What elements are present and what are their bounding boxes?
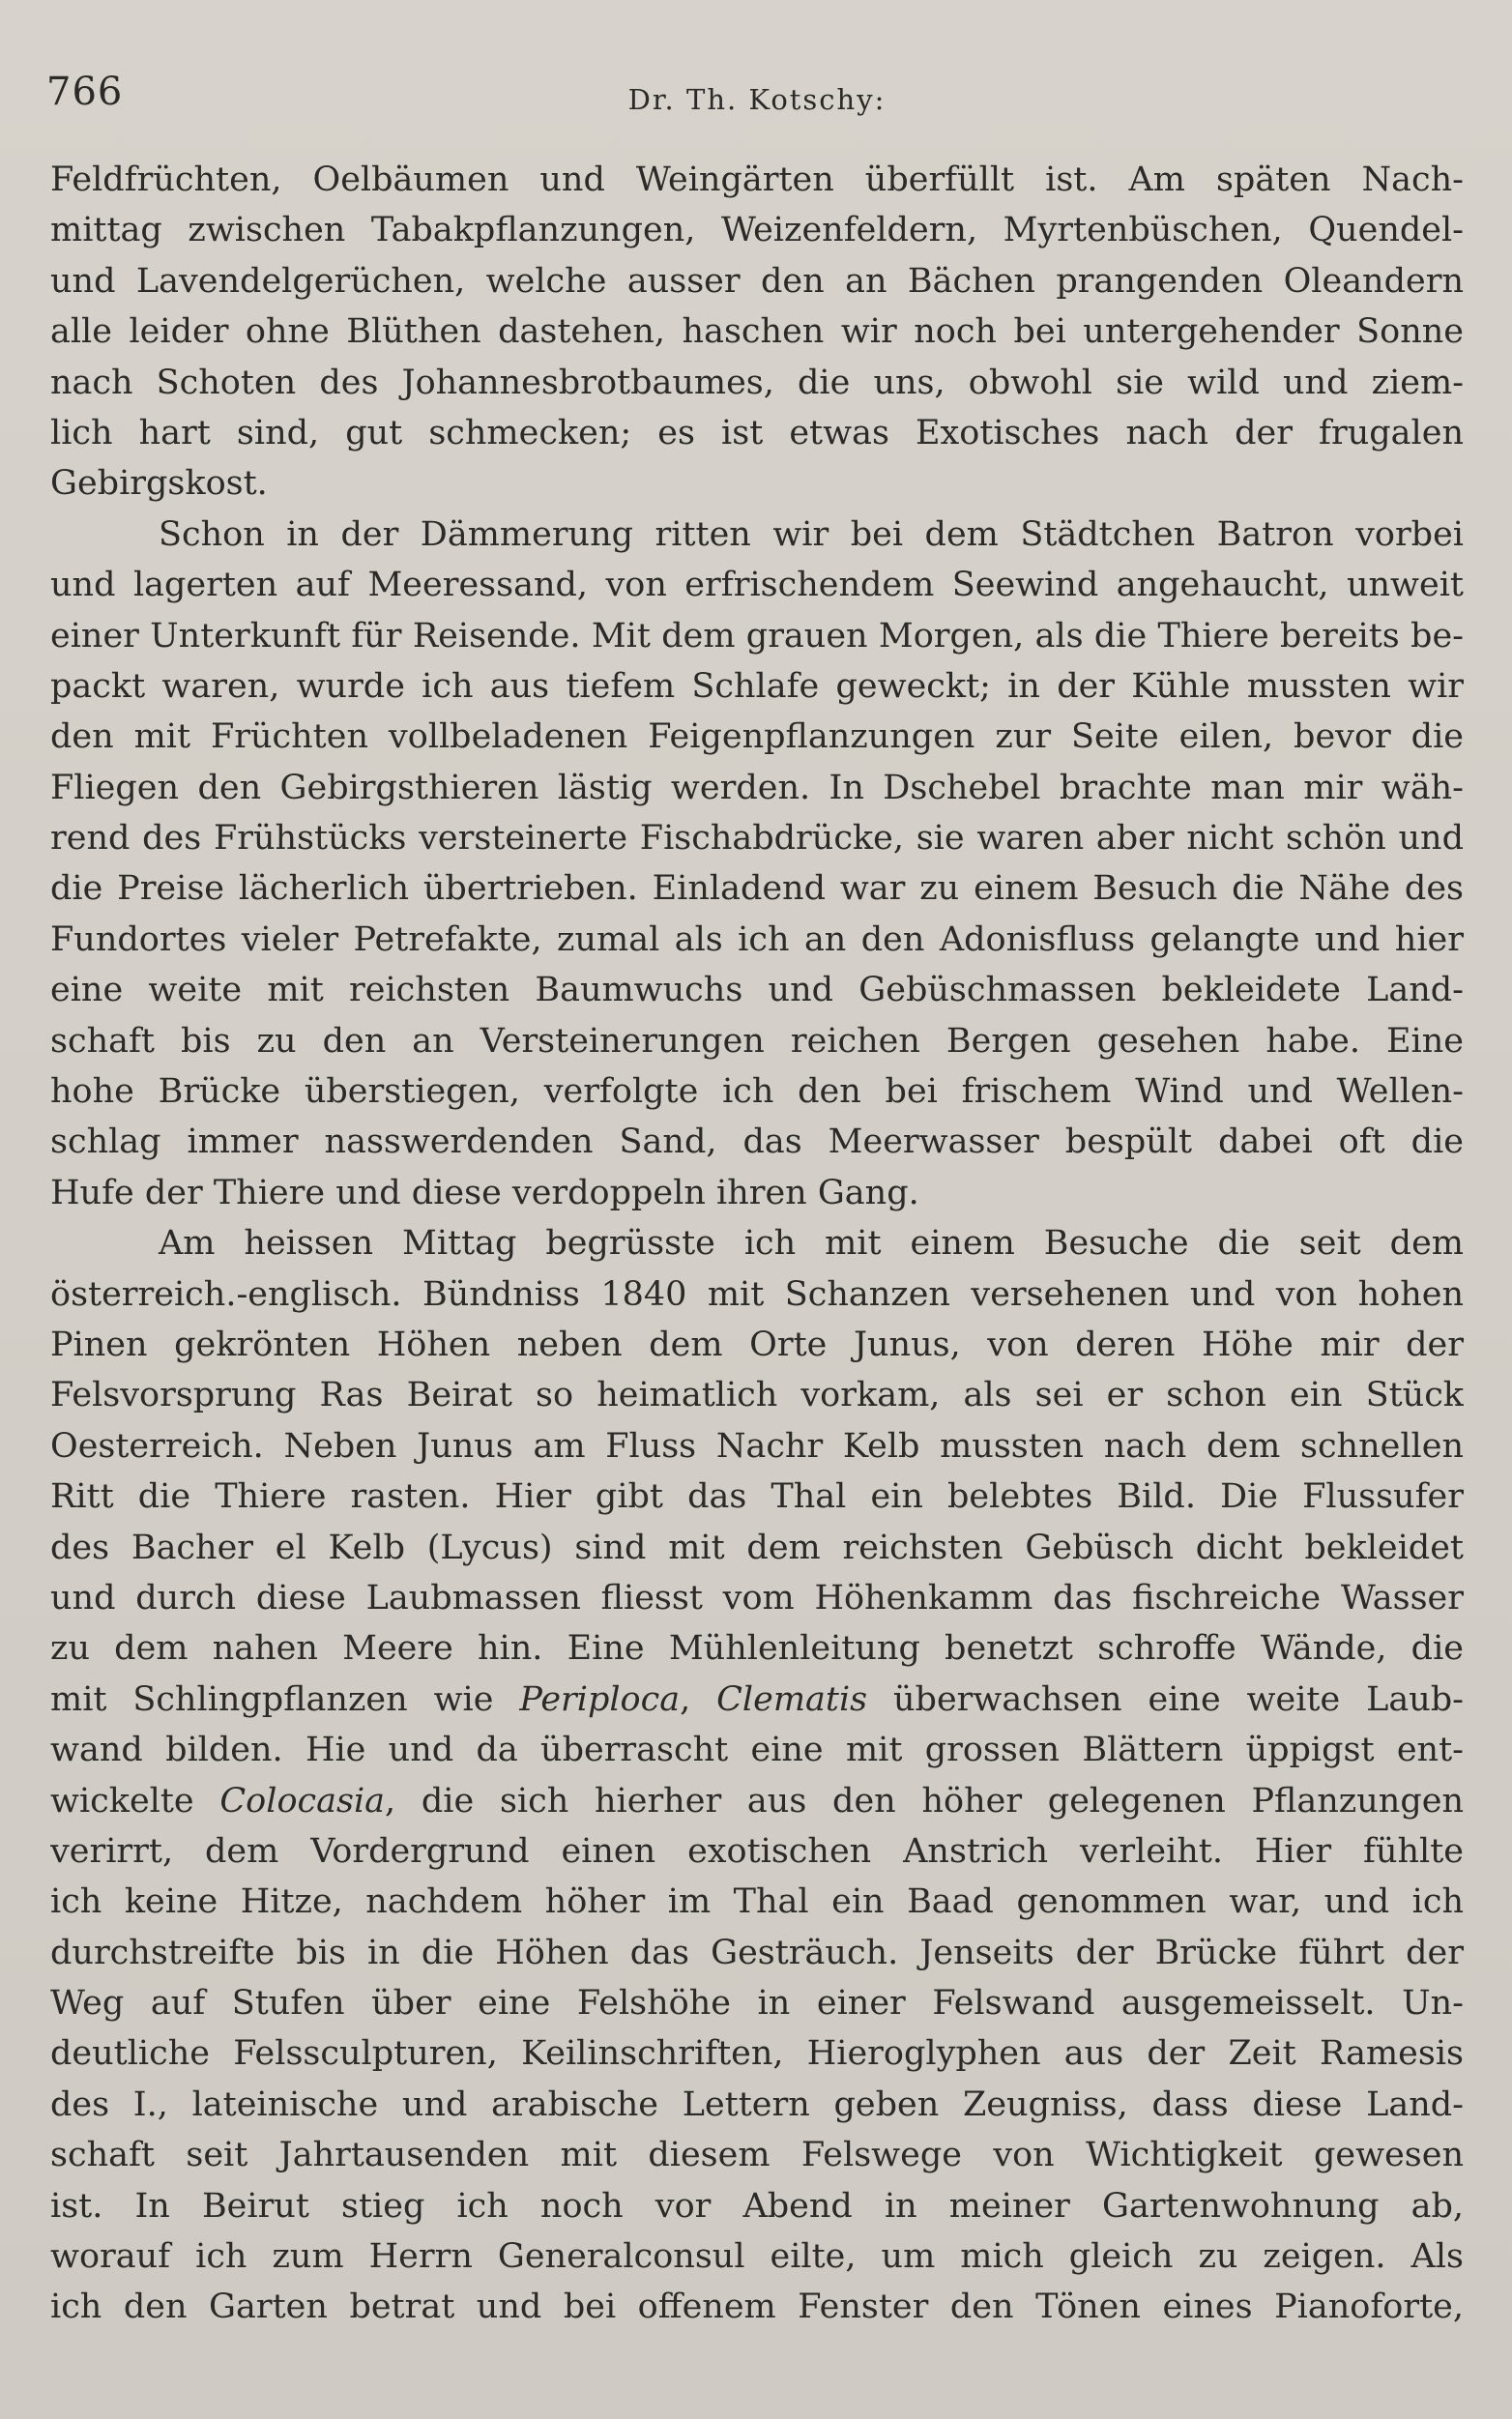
text-line: schlag immer nasswerdenden Sand, das Meerwasser bespült dabei oft die [50, 1122, 1464, 1162]
italic-term: Clematis [716, 1679, 868, 1719]
text-run: , die sich hierher aus den höher gelegenen Pflanzungen [385, 1781, 1464, 1821]
text-line: Schon in der Dämmerung ritten wir bei dem Städtchen Batron vorbei [159, 514, 1464, 554]
text-line: worauf ich zum Herrn Generalconsul eilte, um mich gleich zu zeigen. Als [50, 2237, 1464, 2277]
text-line: lich hart sind, gut schmecken; es ist etwas Exotisches nach der frugalen [50, 413, 1464, 452]
page-number: 766 [46, 70, 124, 114]
text-line: nach Schoten des Johannesbrotbaumes, die uns, obwohl sie wild und ziem- [50, 363, 1464, 402]
italic-term: Colocasia [219, 1781, 386, 1821]
text-line: verirrt, dem Vordergrund einen exotischen Anstrich verleiht. Hier fühlte [50, 1831, 1464, 1871]
text-line: Gebirgskost. [50, 464, 268, 504]
text-line: Fundortes vieler Petrefakte, zumal als ich an den Adonisfluss gelangte und hier [50, 919, 1464, 959]
text-run: , [680, 1679, 717, 1719]
text-run: wickelte [50, 1781, 220, 1821]
text-line: wand bilden. Hie und da überrascht eine mit grossen Blättern üppigst ent- [50, 1731, 1464, 1770]
text-line: deutliche Felssculpturen, Keilinschriften, Hieroglyphen aus der Zeit Ramesis [50, 2034, 1464, 2074]
text-line: und Lavendelgerüchen, welche ausser den an Bächen prangenden Oleandern [50, 261, 1464, 301]
text-line: alle leider ohne Blüthen dastehen, haschen wir noch bei untergehender Sonne [50, 312, 1464, 352]
text-line: rend des Frühstücks versteinerte Fischabdrücke, sie waren aber nicht schön und [50, 819, 1464, 859]
running-head: Dr. Th. Kotschy: [627, 83, 887, 116]
text-line: Fliegen den Gebirgsthieren lästig werden. In Dschebel brachte man mir wäh- [50, 768, 1464, 807]
text-line: eine weite mit reichsten Baumwuchs und Gebüschmassen bekleidete Land- [50, 971, 1464, 1010]
italic-term: Periploca [519, 1679, 681, 1719]
text-line: die Preise lächerlich übertrieben. Einladend war zu einem Besuch die Nähe des [50, 869, 1464, 909]
text-line: Weg auf Stufen über eine Felshöhe in einer Felswand ausgemeisselt. Un- [50, 1984, 1464, 2024]
text-line: den mit Früchten vollbeladenen Feigenpflanzungen zur Seite eilen, bevor die [50, 717, 1464, 757]
text-line: des I., lateinische und arabische Lettern geben Zeugniss, dass diese Land- [50, 2084, 1464, 2124]
text-line: Oesterreich. Neben Junus am Fluss Nachr Kelb mussten nach dem schnellen [50, 1426, 1464, 1466]
text-line: ich den Garten betrat und bei offenem Fenster den Tönen eines Pianoforte, [50, 2288, 1464, 2327]
text-line: schaft seit Jahrtausenden mit diesem Felswege von Wichtigkeit gewesen [50, 2136, 1464, 2175]
text-line: und lagerten auf Meeressand, von erfrischendem Seewind angehaucht, unweit [50, 566, 1464, 605]
text-run: mit Schlingpflanzen wie [50, 1679, 520, 1719]
text-line: ist. In Beirut stieg ich noch vor Abend in meiner Gartenwohnung ab, [50, 2186, 1464, 2226]
text-line: Hufe der Thiere und diese verdoppeln ihren Gang. [50, 1173, 919, 1212]
text-line [50, 1776, 1464, 1826]
text-line: des Bacher el Kelb (Lycus) sind mit dem reichsten Gebüsch dicht bekleidet [50, 1528, 1464, 1567]
text-line: Pinen gekrönten Höhen neben dem Orte Junus, von deren Höhe mir der [50, 1325, 1464, 1364]
text-line: durchstreifte bis in die Höhen das Gesträuch. Jenseits der Brücke führt der [50, 1933, 1464, 1972]
text-line: Ritt die Thiere rasten. Hier gibt das Thal ein belebtes Bild. Die Flussufer [50, 1477, 1464, 1517]
text-line: Felsvorsprung Ras Beirat so heimatlich vorkam, als sei er schon ein Stück [50, 1376, 1464, 1415]
text-line: österreich.-englisch. Bündniss 1840 mit Schanzen versehenen und von hohen [50, 1274, 1464, 1314]
text-line: einer Unterkunft für Reisende. Mit dem grauen Morgen, als die Thiere bereits be- [50, 616, 1464, 656]
text-line: Am heissen Mittag begrüsste ich mit einem Besuche die seit dem [159, 1224, 1464, 1264]
text-line: Feldfrüchten, Oelbäumen und Weingärten überfüllt ist. Am späten Nach- [50, 160, 1464, 199]
page-header [46, 70, 1468, 128]
text-line: hohe Brücke überstiegen, verfolgte ich den bei frischem Wind und Wellen- [50, 1072, 1464, 1112]
text-line: zu dem nahen Meere hin. Eine Mühlenleitung benetzt schroffe Wände, die [50, 1629, 1464, 1669]
text-line: schaft bis zu den an Versteinerungen reichen Bergen gesehen habe. Eine [50, 1021, 1464, 1061]
body-text [50, 155, 1464, 2333]
text-run: überwachsen eine weite Laub- [867, 1679, 1464, 1719]
text-line: ich keine Hitze, nachdem höher im Thal ein Baad genommen war, und ich [50, 1882, 1464, 1922]
text-line: packt waren, wurde ich aus tiefem Schlafe geweckt; in der Kühle mussten wir [50, 666, 1464, 706]
text-line: mittag zwischen Tabakpflanzungen, Weizenfeldern, Myrtenbüschen, Quendel- [50, 211, 1464, 250]
text-line: und durch diese Laubmassen fliesst vom Höhenkamm das fischreiche Wasser [50, 1578, 1464, 1618]
text-line [50, 1675, 1464, 1725]
